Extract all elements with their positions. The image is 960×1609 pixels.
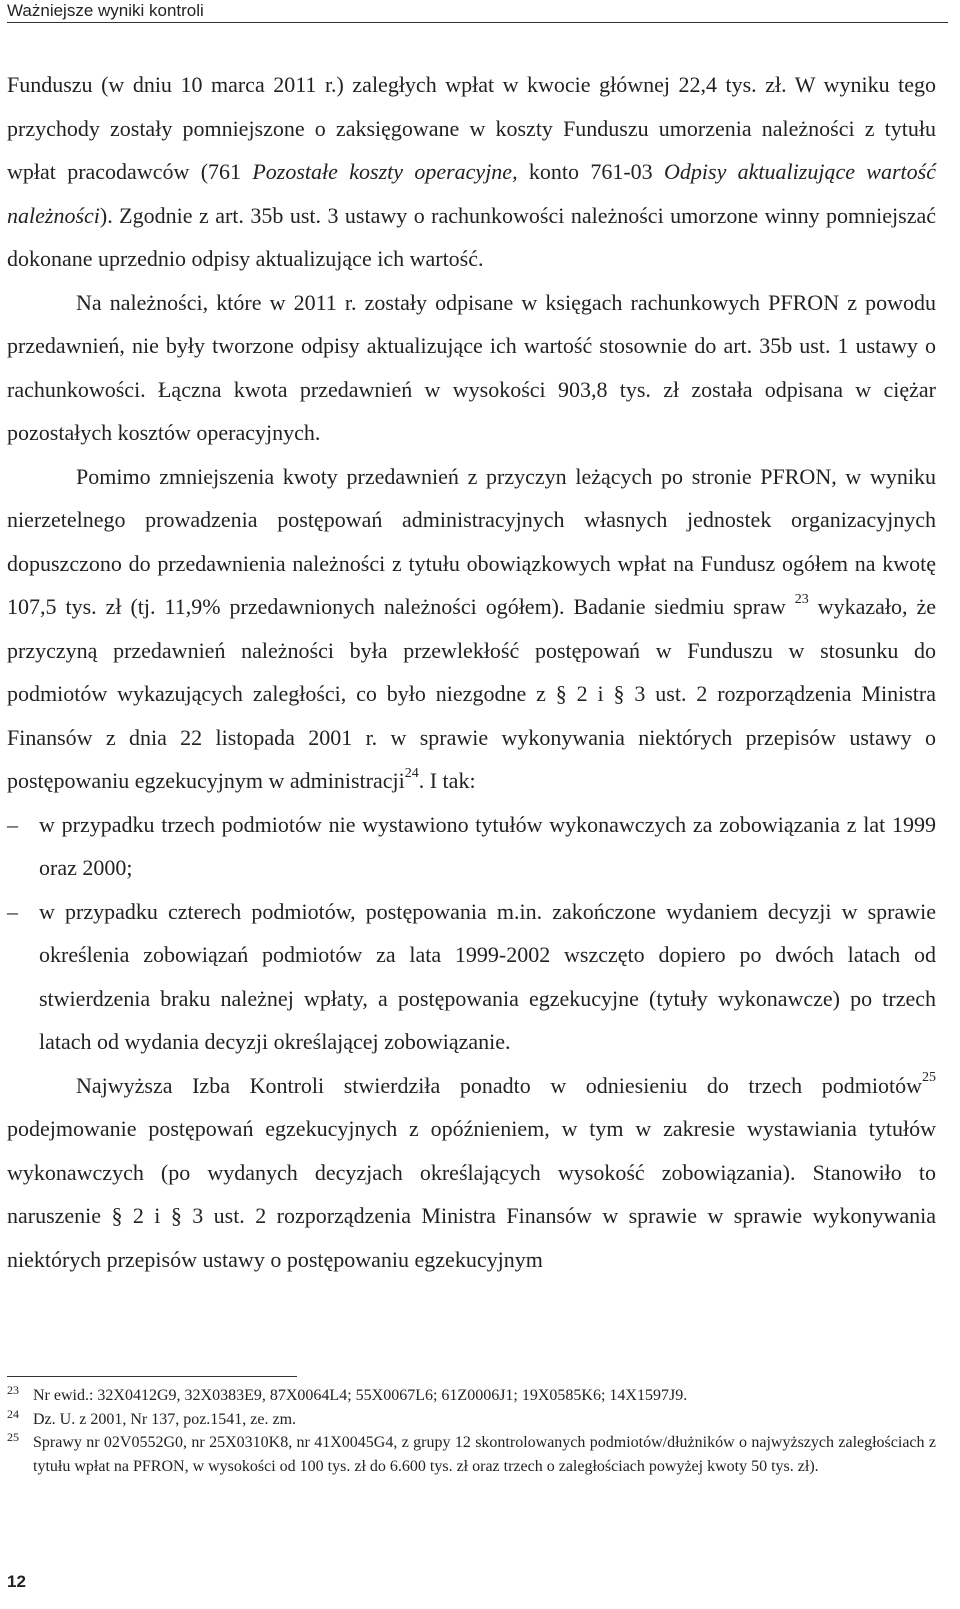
paragraph-3: Pomimo zmniejszenia kwoty przedawnień z przyczyn leżących po stronie PFRON, w wyniku nierzetelnego prowadzenia postępowań administracyjnych własnych jednostek organizacyjnych dopuszczono do przedawnienia należności z tytułu obowiązkowych wpłat na Fundusz ogółem na kwotę 107,5 tys. zł (tj. 11,9% przedawnionych należności ogółem). Badanie siedmiu spraw $^{23}$ wykazało, że przyczyną przedawnień należności była przewlekłość postępowań w Funduszu w stosunku do podmiotów wykazujących zaległości, co było niezgodne z § 2 i § 3 ust. 2 rozporządzenia Ministra Finansów z dnia 22 listopada 2001 r. w sprawie wykonywania niektórych przepisów ustawy o postępowaniu egzekucyjnym w administracji$^{24}$. I tak: [7,463,936,793]
footnote [7,1384,936,1408]
paragraph-1: Funduszu (w dniu 10 marca 2011 r.) zaległych wpłat w kwocie głównej 22,4 tys. zł. W wyniku tego przychody zostały pomniejszone o zaksięgowane w koszty Funduszu umorzenia należności z tytułu wpłat pracodawców (761 Pozostałe koszty operacyjne, konto 761-03 Odpisy aktualizujące wartość należności). Zgodnie z art. 35b ust. 3 ustawy o rachunkowości należności umorzone winny pomniejszać dokonane uprzednio odpisy aktualizujące ich wartość. [7,72,936,271]
paragraph-2: Na należności, które w 2011 r. zostały odpisane w księgach rachunkowych PFRON z powodu przedawnień, nie były tworzone odpisy aktualizujące ich wartość stosownie do art. 35b ust. 1 ustawy o rachunkowości. Łączna kwota przedawnień w wysokości 903,8 tys. zł została odpisana w ciężar pozostałych kosztów operacyjnych. [7,289,936,445]
footnote-ref-23: 23 [794,591,809,607]
footnote-text: Nr ewid.: 32X0412G9, 32X0383E9, 87X0064L4; 55X0067L6; 61Z0006J1; 19X0585K6; 14X1597J9. [33,1387,688,1404]
footnote-number: 24 [7,1406,19,1421]
running-header [7,0,948,23]
list-item: – w przypadku czterech podmiotów, postępowania m.in. zakończone wydaniem decyzji w sprawie określenia zobowiązań podmiotów za lata 1999-2002 wszczęto dopiero po dwóch latach od stwierdzenia braku należnej wpłaty, a postępowania egzekucyjne (tytuły wykonawcze) po trzech latach od wydania decyzji określającej zobowiązanie. [7,890,936,1064]
footnote-ref-25: 25 [922,1070,936,1086]
dash-bullet: – [7,898,18,924]
footnote-number: 23 [7,1383,19,1397]
footnote [7,1408,936,1432]
footnote-text: Dz. U. z 2001, Nr 137, poz.1541, ze. zm. [33,1410,297,1428]
footnote-separator [7,1376,297,1377]
list-item: – w przypadku trzech podmiotów nie wystawiono tytułów wykonawczych za zobowiązania z lat 1999 oraz 2000; [7,803,936,890]
footnotes [7,1384,936,1478]
footnote-number: 25 [7,1430,19,1444]
footnote [7,1431,936,1478]
footnote-text: Sprawy nr 02V0552G0, nr 25X0310K8, nr 41X0045G4, z grupy 12 skontrolowanych podmiotów/dłużników o najwyższych zaległościach z tytułu wpłat na PFRON, w wysokości od 100 tys. zł do 6.600 tys. zł oraz trzech o zaległościach powyżej kwoty 50 tys. zł). [33,1434,936,1475]
dash-bullet: – [7,811,18,837]
running-title: Ważniejsze wyniki kontroli [7,1,204,20]
page-number: 12 [7,1572,26,1591]
footnote-ref-24: 24 [404,765,419,781]
body-text [7,63,936,1281]
paragraph-4: Najwyższa Izba Kontroli stwierdziła ponadto w odniesieniu do trzech podmiotów$^{25}$ podejmowanie postępowań egzekucyjnych z opóźnieniem, w tym w zakresie wystawiania tytułów wykonawczych (po wydanych decyzjach określających wysokość zobowiązania). Stanowiło to naruszenie § 2 i § 3 ust. 2 rozporządzenia Ministra Finansów w sprawie w sprawie wykonywania niektórych przepisów ustawy o postępowaniu egzekucyjnym [7,1070,936,1272]
